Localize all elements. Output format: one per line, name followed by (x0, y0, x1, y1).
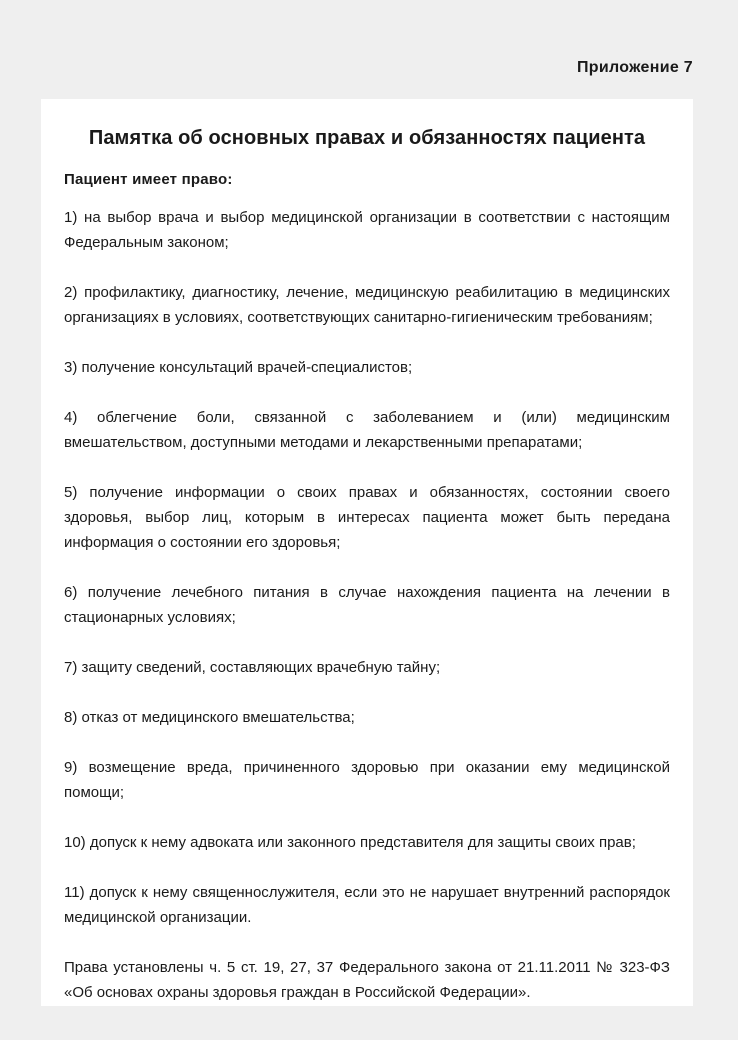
right-item-6: 6) получение лечебного питания в случае нахождения пациента на лечении в стационарных условиях; (64, 584, 670, 626)
right-item-9: 9) возмещение вреда, причиненного здоровью при оказании ему медицинской помощи; (64, 759, 670, 801)
right-item-4: 4) облегчение боли, связанной с заболеванием и (или) медицинским вмешательством, доступными методами и лекарственными препаратами; (64, 409, 670, 451)
right-item-11: 11) допуск к нему священнослужителя, если это не нарушает внутренний распорядок медицинской организации. (64, 884, 670, 926)
page-title: Памятка об основных правах и обязанностях пациента (88, 127, 646, 149)
right-item-1: 1) на выбор врача и выбор медицинской организации в соответствии с настоящим Федеральным законом; (64, 209, 670, 251)
rights-list (64, 205, 670, 930)
right-item-10: 10) допуск к нему адвоката или законного представителя для защиты своих прав; (64, 834, 636, 851)
right-item-5: 5) получение информации о своих правах и обязанностях, состоянии своего здоровья, выбор лиц, которым в интересах пациента может быть передана информация о состоянии его здоровья; (64, 484, 670, 551)
right-item-2: 2) профилактику, диагностику, лечение, медицинскую реабилитацию в медицинских организациях в условиях, соответствующих санитарно-гигиеническим требованиям; (64, 284, 670, 326)
right-item-7: 7) защиту сведений, составляющих врачебную тайну; (64, 659, 441, 676)
rights-heading: Пациент имеет право: (64, 171, 233, 188)
appendix-label: Приложение 7 (577, 59, 693, 76)
document-sheet (41, 99, 693, 1006)
right-item-3: 3) получение консультаций врачей-специалистов; (64, 359, 413, 376)
right-item-8: 8) отказ от медицинского вмешательства; (64, 709, 355, 726)
legal-footnote: Права установлены ч. 5 ст. 19, 27, 37 Федерального закона от 21.11.2011 № 323-ФЗ «Об основах охраны здоровья граждан в Российской Федерации». (64, 959, 670, 1001)
